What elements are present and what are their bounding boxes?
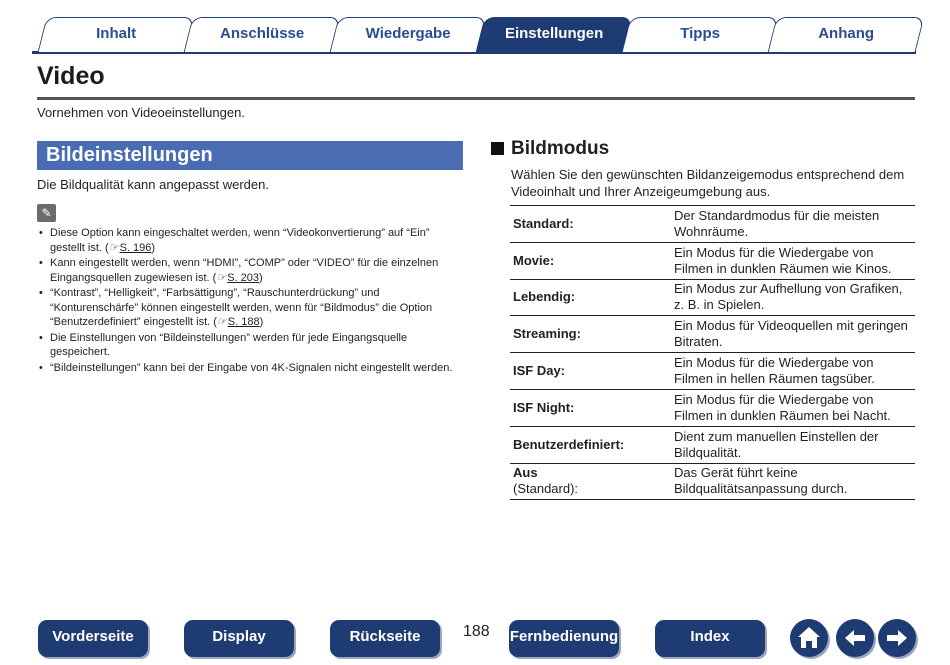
mode-name — [510, 353, 671, 390]
mode-description: Der Standardmodus für die meisten Wohnräume. — [674, 207, 880, 239]
tab-label: Wiedergabe — [365, 25, 451, 42]
tab-tipps[interactable] — [622, 17, 779, 52]
vorderseite-button[interactable]: Vorderseite — [38, 620, 148, 657]
table-row — [510, 316, 915, 353]
page-ref-icon: ☞ — [216, 316, 227, 328]
mode-name — [510, 242, 671, 279]
mode-description: Ein Modus für Videoquellen mit geringen Bitraten. — [674, 318, 908, 350]
page-ref-link[interactable]: S. 203 — [227, 271, 260, 284]
home-icon — [790, 619, 828, 657]
table-row — [510, 463, 915, 500]
mode-description: Dient zum manuellen Einstellen der Bildqualität. — [674, 428, 879, 460]
page-ref-link[interactable]: S. 188 — [227, 316, 260, 328]
page-number: 188 — [463, 623, 490, 640]
tab-anhang[interactable] — [768, 17, 925, 52]
page-ref-icon: ☞ — [216, 271, 227, 284]
table-row — [510, 279, 915, 316]
tab-label: Tipps — [680, 25, 720, 42]
mode-label: Aus — [513, 465, 538, 481]
arrow-right-icon — [878, 619, 916, 657]
note-text: “Bildeinstellungen” kann bei der Eingabe von 4K-Signalen nicht eingestellt werden. — [50, 361, 453, 374]
forward-button[interactable] — [878, 619, 916, 657]
rueckseite-button[interactable]: Rückseite — [330, 620, 440, 657]
table-row — [510, 353, 915, 390]
table-row — [510, 242, 915, 279]
note-item: • “Kontrast”, “Helligkeit”, “Farbsättigung”, “Rauschunterdrückung” und “Konturenschärfe” können eingestellt werden, wenn für “Bildmodus” die Option “Benutzerdefiniert” eingestellt ist. (☞S. 188) — [37, 286, 462, 330]
picture-mode-table — [510, 205, 915, 500]
tab-einstellungen[interactable] — [476, 17, 633, 52]
mode-name — [510, 389, 671, 426]
table-row — [510, 426, 915, 463]
top-tab-bar — [32, 17, 916, 54]
mode-label: ISF Day: — [513, 363, 566, 379]
section-description: Die Bildqualität kann angepasst werden. — [37, 177, 269, 192]
note-text: Die Einstellungen von “Bildeinstellungen” werden für jede Eingangsquelle gespeichert. — [50, 331, 408, 358]
square-bullet-icon — [491, 142, 504, 155]
pencil-note-icon: ✎ — [37, 204, 56, 222]
tab-anschluesse[interactable] — [184, 17, 341, 52]
note-text: Kann eingestellt werden, wenn “HDMI”, “COMP” oder “VIDEO” für die einzelnen Eingangsquellen zugewiesen ist. — [50, 257, 439, 284]
home-button[interactable] — [790, 619, 828, 657]
mode-name — [510, 279, 671, 316]
tab-label: Einstellungen — [504, 25, 604, 42]
mode-label: Streaming: — [513, 326, 581, 342]
back-button[interactable] — [836, 619, 874, 657]
notes-list — [37, 226, 462, 376]
mode-label: Movie: — [513, 252, 555, 268]
tab-label: Inhalt — [96, 25, 137, 42]
title-divider — [37, 97, 915, 100]
tab-label: Anschlüsse — [220, 25, 305, 42]
section-heading-bildeinstellungen: Bildeinstellungen — [37, 141, 463, 170]
mode-label: ISF Night: — [513, 399, 575, 415]
page-ref-icon: ☞ — [108, 241, 119, 254]
table-row — [510, 389, 915, 426]
page-intro: Vornehmen von Videoeinstellungen. — [37, 105, 245, 120]
mode-label: Lebendig: — [513, 289, 576, 305]
table-row — [510, 206, 915, 243]
note-item: • Diese Option kann eingeschaltet werden, wenn “Videokonvertierung” auf “Ein” gestellt ist. (☞S. 196) — [37, 226, 462, 255]
mode-description: Ein Modus zur Aufhellung von Grafiken, z. B. in Spielen. — [674, 281, 903, 313]
display-button[interactable]: Display — [184, 620, 294, 657]
note-text: “Kontrast”, “Helligkeit”, “Farbsättigung”, “Rauschunterdrückung” und “Konturenschärfe” können eingestellt werden, wenn für “Bildmodus” die Option “Benutzerdefiniert” eingestellt ist. — [50, 287, 433, 328]
mode-label: Standard: — [513, 215, 574, 231]
note-item — [37, 361, 462, 376]
tab-inhalt[interactable] — [38, 17, 195, 52]
mode-sublabel: (Standard): — [513, 481, 579, 497]
tab-wiedergabe[interactable] — [330, 17, 487, 52]
index-button[interactable]: Index — [655, 620, 765, 657]
mode-name — [510, 206, 671, 243]
fernbedienung-button[interactable]: Fernbedienung — [509, 620, 619, 657]
mode-label: Benutzerdefiniert: — [513, 436, 625, 452]
mode-name — [510, 463, 671, 500]
mode-description: Ein Modus für die Wiedergabe von Filmen in dunklen Räumen wie Kinos. — [674, 244, 892, 276]
subsection-description: Wählen Sie den gewünschten Bildanzeigemodus entsprechend dem Videoinhalt und Ihrer Anzeigeumgebung aus. — [511, 167, 905, 199]
note-text: Diese Option kann eingeschaltet werden, wenn “Videokonvertierung” auf “Ein” gestellt ist. — [50, 227, 430, 254]
arrow-left-icon — [836, 619, 874, 657]
mode-name — [510, 426, 671, 463]
page-title: Video — [37, 62, 105, 90]
mode-description: Ein Modus für die Wiedergabe von Filmen in dunklen Räumen bei Nacht. — [674, 391, 891, 423]
subsection-heading-bildmodus: Bildmodus — [511, 138, 610, 159]
tab-label: Anhang — [818, 25, 875, 42]
page-ref-link[interactable]: S. 196 — [119, 241, 152, 254]
mode-description: Ein Modus für die Wiedergabe von Filmen in hellen Räumen tagsüber. — [674, 355, 875, 387]
note-item — [37, 331, 462, 360]
note-item: • Kann eingestellt werden, wenn “HDMI”, “COMP” oder “VIDEO” für die einzelnen Eingangsquellen zugewiesen ist. (☞S. 203) — [37, 256, 462, 285]
mode-description: Das Gerät führt keine Bildqualitätsanpassung durch. — [674, 465, 848, 497]
mode-name — [510, 316, 671, 353]
